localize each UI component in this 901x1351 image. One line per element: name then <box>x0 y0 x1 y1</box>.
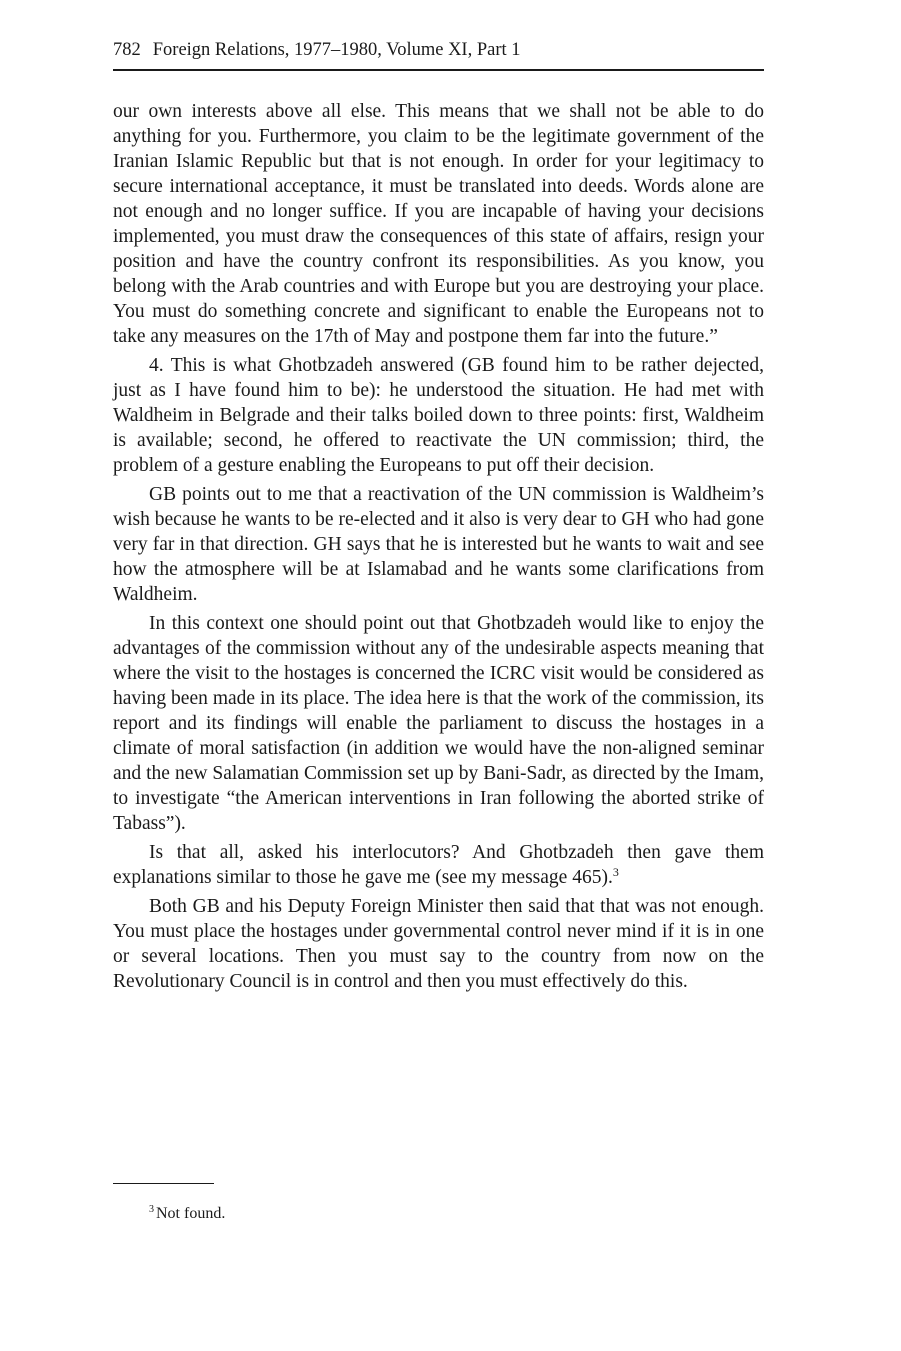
paragraph: In this context one should point out that Ghotbzadeh would like to enjoy the advantages of the commission without any of the undesirable aspects meaning that where the visit to the hostages is concerned the ICRC visit would be considered as having been made in its place. The idea here is that the work of the commission, its report and its findings will enable the parliament to discuss the hostages in a climate of moral satisfaction (in addition we would have the non-aligned seminar and the new Salamatian Commission set up by Bani-Sadr, as directed by the Imam, to investigate “the American interventions in Iran following the aborted strike of Tabass”). <box>113 613 764 834</box>
footnote-rule <box>113 1183 214 1184</box>
paragraph-text: Is that all, asked his interlocutors? And Ghotbzadeh then gave them explanations similar to those he gave me (see my message 465). <box>113 842 764 888</box>
paragraph: Both GB and his Deputy Foreign Minister then said that that was not enough. You must place the hostages under governmental control never mind if it is in one or several locations. Then you must say to the country from now on the Revolutionary Council is in control and then you must effectively do this. <box>113 896 764 992</box>
body-text <box>113 99 764 998</box>
footnote <box>149 1204 764 1224</box>
footnote-text: Not found. <box>156 1205 226 1222</box>
paragraph: 4. This is what Ghotbzadeh answered (GB found him to be rather dejected, just as I have found him to be): he understood the situation. He had met with Waldheim in Belgrade and their talks boiled down to three points: first, Waldheim is available; second, he offered to reactivate the UN commission; third, the problem of a gesture enabling the Europeans to put off their decision. <box>113 355 764 476</box>
running-header <box>113 38 764 69</box>
page-number: 782 <box>113 40 141 60</box>
running-title: Foreign Relations, 1977–1980, Volume XI, Part 1 <box>152 40 521 60</box>
header-rule <box>113 69 764 71</box>
footnote-number: 3 <box>149 1204 154 1215</box>
footnote-reference[interactable]: 3 <box>612 865 619 879</box>
paragraph <box>113 840 764 890</box>
paragraph: our own interests above all else. This means that we shall not be able to do anything for you. Furthermore, you claim to be the legitimate government of the Iranian Islamic Republic but that is not enough. In order for your legitimacy to secure international acceptance, it must be translated into deeds. Words alone are not enough and no longer suffice. If you are incapable of having your decisions implemented, you must draw the consequences of this state of affairs, resign your position and have the country confront its responsibilities. As you know, you belong with the Arab countries and with Europe but you are destroying your place. You must do something concrete and significant to enable the Europeans not to take any measures on the 17th of May and postpone them far into the future.” <box>113 101 764 347</box>
paragraph: GB points out to me that a reactivation of the UN commission is Waldheim’s wish because he wants to be re-elected and it also is very dear to GH who had gone very far in that direction. GH says that he is interested but he wants to wait and see how the atmosphere will be at Islamabad and he wants some clarifications from Waldheim. <box>113 484 764 605</box>
